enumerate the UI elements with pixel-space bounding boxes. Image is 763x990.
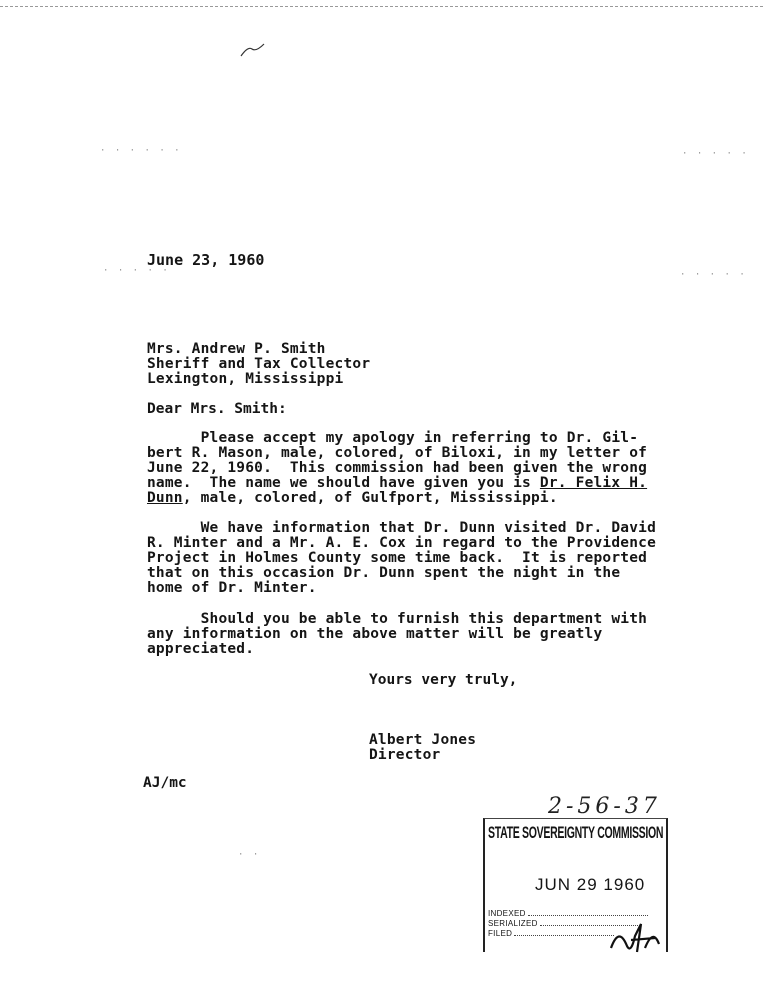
text-line — [147, 476, 647, 491]
stamp-field-filed — [488, 929, 614, 938]
text-segment: name. The name we should have given you is — [147, 475, 540, 491]
field-label: SERIALIZED — [488, 919, 538, 928]
text-line: appreciated. — [147, 641, 255, 657]
typist-initials: AJ/mc — [143, 775, 187, 791]
handwritten-initials-mark — [605, 918, 665, 960]
underlined-name: Dunn — [147, 490, 183, 506]
field-label: FILED — [488, 929, 513, 938]
complimentary-closing: Yours very truly, — [369, 672, 518, 688]
top-border-line — [0, 6, 763, 7]
text-line: that on this occasion Dr. Dunn spent the night in the — [147, 565, 621, 581]
text-line: We have information that Dr. Dunn visited Dr. David — [147, 520, 656, 536]
signer-name: Albert Jones — [369, 732, 477, 748]
text-line: bert R. Mason, male, colored, of Biloxi, in my letter of — [147, 445, 648, 461]
scan-speck: · · — [238, 850, 261, 860]
letter-date: June 23, 1960 — [147, 251, 265, 269]
salutation: Dear Mrs. Smith: — [147, 401, 287, 417]
recipient-line: Lexington, Mississippi — [147, 371, 344, 387]
text-line — [147, 491, 558, 506]
handwritten-file-number: 2-56-37 — [548, 794, 661, 819]
field-label: INDEXED — [488, 909, 526, 918]
text-line: June 22, 1960. This commission had been given the wrong — [147, 460, 648, 476]
text-segment: , male, colored, of Gulfport, Mississippi. — [182, 490, 558, 506]
stamp-title: STATE SOVEREIGNTY COMMISSION — [488, 823, 664, 842]
stamp-date: JUN 29 1960 — [535, 875, 646, 894]
scan-speck: · · · · · — [103, 266, 170, 276]
text-line: Should you be able to furnish this department with — [147, 611, 648, 627]
signer-title: Director — [369, 747, 441, 763]
pen-mark — [238, 40, 268, 60]
recipient-line: Mrs. Andrew P. Smith — [147, 341, 326, 357]
text-line: Project in Holmes County some time back. It is reported — [147, 550, 648, 566]
recipient-line: Sheriff and Tax Collector — [147, 356, 371, 372]
text-line: R. Minter and a Mr. A. E. Cox in regard to the Providence — [147, 535, 656, 551]
scan-speck: · · · · · · — [100, 146, 182, 156]
text-line: any information on the above matter will be greatly — [147, 626, 603, 642]
stamp-field-indexed — [488, 909, 648, 918]
text-line: home of Dr. Minter. — [147, 580, 317, 596]
scan-speck: · · · · · — [682, 149, 749, 159]
text-line: Please accept my apology in referring to Dr. Gil- — [147, 430, 639, 446]
scan-speck: · · · · · — [680, 270, 747, 280]
underlined-name: Dr. Felix H. — [539, 475, 648, 491]
